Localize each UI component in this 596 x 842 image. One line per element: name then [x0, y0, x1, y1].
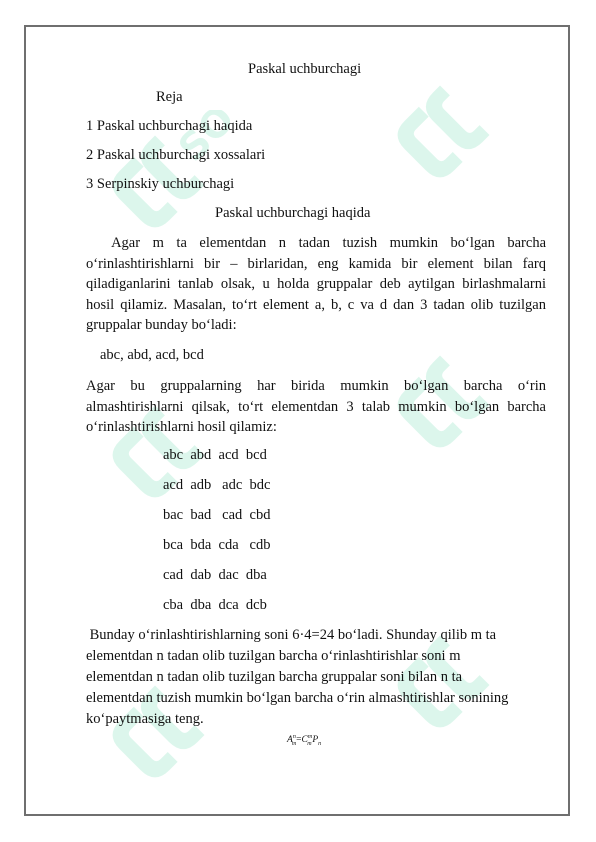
paragraph-intro: Agar m ta elementdan n tadan tuzish mumkin bo‘lgan barcha o‘rinlashtirishlarni bir – birlaridan, eng kamida bir element bilan farq qiladiganlarini tanlab olsak, u holda gruppalar deb aytilgan birlashmalarni hosil qilamiz. Masalan, to‘rt element a, b, c va d dan 3 tadan olib tuzilgan gruppalar bunday bo‘ladi: — [86, 235, 550, 333]
paragraph-permutations: Agar bu gruppalarning har birida mumkin bo‘lgan barcha o‘rin almashtirishlarni qilsak, to‘rt elementdan 3 talab mumkin bo‘lgan barcha o‘rinlashtirishlarni hosil qilamiz: — [86, 378, 546, 435]
permutation-row: bca bda cda cdb — [163, 537, 271, 553]
formula-p-sub: n — [318, 741, 322, 748]
watermark-text: SOFF — [169, 110, 230, 171]
formula-c-sub: m — [307, 741, 312, 748]
conclusion-line: Bunday o‘rinlashtirishlarning soni 6·4=24 bo‘ladi. Shunday qilib m ta — [86, 627, 497, 643]
formula-a: A — [287, 735, 293, 746]
page-title: Paskal uchburchagi — [248, 61, 362, 77]
formula — [287, 734, 321, 747]
groups-line: abc, abd, acd, bcd — [100, 347, 204, 363]
permutation-row: bac bad cad cbd — [163, 507, 271, 523]
formula-c-sup: m — [307, 734, 313, 740]
conclusion-line: ko‘paytmasiga teng. — [86, 711, 204, 727]
conclusion-line: elementdan n tadan olib tuzilgan barcha gruppalar soni bilan n ta — [86, 669, 463, 685]
section-heading: Paskal uchburchagi haqida — [215, 205, 371, 221]
formula-a-sup: n — [292, 734, 296, 740]
formula-eq: = — [296, 735, 302, 746]
formula-a-sub: m — [291, 741, 297, 748]
plan-item: 1 Paskal uchburchagi haqida — [86, 118, 253, 134]
permutation-row: cad dab dac dba — [163, 567, 267, 583]
watermark-logo-icon — [365, 60, 515, 210]
permutation-row: acd adb adc bdc — [163, 477, 271, 493]
plan-heading: Reja — [156, 89, 183, 105]
conclusion-line: elementdan tuzish mumkin bo‘lgan barcha o‘rin almashtirishlar sonining — [86, 690, 509, 706]
permutation-row: abc abd acd bcd — [163, 447, 267, 463]
formula-p: P — [312, 735, 319, 746]
plan-item: 2 Paskal uchburchagi xossalari — [86, 147, 266, 163]
conclusion-line: elementdan n tadan olib tuzilgan barcha o‘rinlashtirishlar soni m — [86, 648, 461, 664]
formula-c: C — [301, 735, 308, 746]
plan-item: 3 Serpinskiy uchburchagi — [86, 176, 235, 192]
permutation-row: cba dba dca dcb — [163, 597, 267, 613]
